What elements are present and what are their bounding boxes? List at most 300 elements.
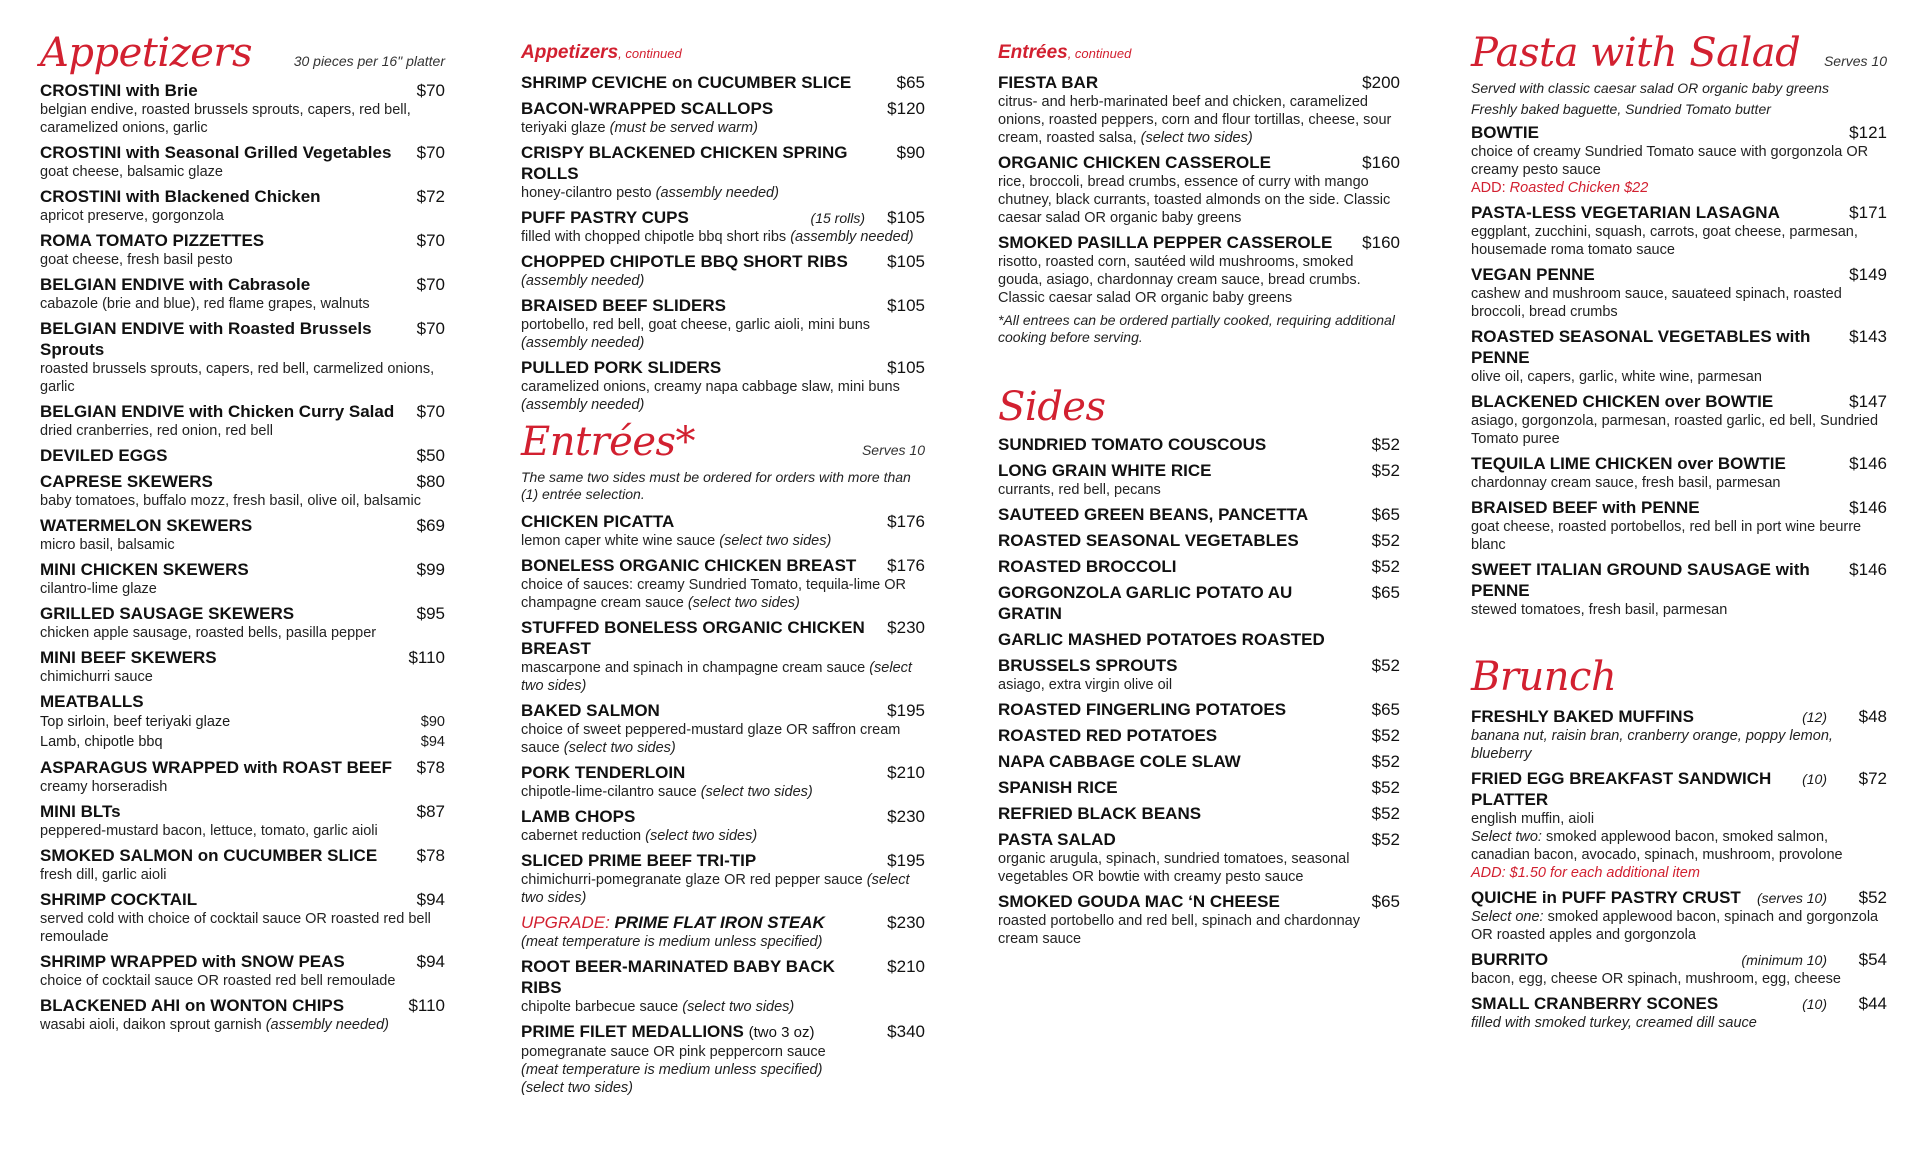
menu-item xyxy=(521,956,925,1016)
menu-item xyxy=(521,98,925,137)
item-price: $70 xyxy=(416,143,445,162)
item-name: NAPA CABBAGE COLE SLAW xyxy=(998,752,1241,771)
column-appetizers xyxy=(0,30,445,1166)
menu-item-row xyxy=(40,845,445,866)
item-name: SHRIMP COCKTAIL xyxy=(40,890,198,909)
menu-item xyxy=(521,357,925,414)
item-note: (select two sides) xyxy=(682,999,795,1015)
item-price: $54 xyxy=(1858,950,1887,969)
item-name: BONELESS ORGANIC CHICKEN BREAST xyxy=(521,556,857,575)
menu-item-row xyxy=(521,555,925,576)
menu-item-row xyxy=(40,142,445,163)
item-name: BLACKENED AHI on WONTON CHIPS xyxy=(40,996,345,1015)
item-price: $52 xyxy=(1371,461,1400,480)
menu-item-row xyxy=(40,80,445,101)
item-description: stewed tomatoes, fresh basil, parmesan xyxy=(1471,602,1728,618)
column-appetizers-entrees xyxy=(485,30,925,1166)
item-name: SHRIMP CEVICHE on CUCUMBER SLICE xyxy=(521,73,852,92)
menu-item-row xyxy=(1471,453,1887,474)
add-text: Roasted Chicken $22 xyxy=(1509,180,1649,196)
item-name: FRESHLY BAKED MUFFINS xyxy=(1471,707,1694,726)
item-name: TEQUILA LIME CHICKEN over BOWTIE xyxy=(1471,454,1786,473)
item-name: MEATBALLS xyxy=(40,692,144,711)
menu-item xyxy=(40,80,445,137)
menu-item-row xyxy=(521,617,925,659)
menu-item xyxy=(40,230,445,269)
item-price: $146 xyxy=(1849,560,1887,579)
item-description: chicken apple sausage, roasted bells, pasilla pepper xyxy=(40,625,377,641)
item-price: $143 xyxy=(1849,327,1887,346)
menu-item xyxy=(1471,887,1887,944)
menu-item xyxy=(1471,768,1887,882)
sides-header xyxy=(998,384,1400,430)
item-description xyxy=(1471,1014,1887,1032)
item-price: $230 xyxy=(887,618,925,637)
item-note: filled with smoked turkey, creamed dill sauce xyxy=(1471,1015,1757,1031)
item-name: CROSTINI with Seasonal Grilled Vegetables xyxy=(40,143,392,162)
menu-item-row xyxy=(998,829,1400,850)
item-price: $65 xyxy=(1371,505,1400,524)
item-description: apricot preserve, gorgonzola xyxy=(40,208,224,224)
item-description: chardonnay cream sauce, fresh basil, parmesan xyxy=(1471,475,1781,491)
appetizers-cont-header xyxy=(521,42,925,64)
item-description: citrus- and herb-marinated beef and chicken, caramelized onions, roasted peppers, corn and flour tortillas, cheese, sour cream, roasted salsa, (select two sides) xyxy=(998,94,1392,146)
item-price: $52 xyxy=(1371,778,1400,797)
item-price: $105 xyxy=(887,296,925,315)
item-price: $70 xyxy=(416,402,445,421)
item-description xyxy=(1471,727,1887,763)
menu-item-row xyxy=(521,956,925,998)
item-description: choice of creamy Sundried Tomato sauce with gorgonzola OR creamy pesto sauce xyxy=(1471,144,1869,178)
item-description xyxy=(521,272,925,290)
item-description: peppered-mustard bacon, lettuce, tomato, garlic aioli xyxy=(40,823,378,839)
menu-item-row xyxy=(998,504,1400,525)
menu-item-row xyxy=(998,152,1400,173)
item-price: $65 xyxy=(1371,892,1400,911)
pasta-note-1: Served with classic caesar salad OR organic baby greens xyxy=(1471,80,1829,96)
item-price: $65 xyxy=(1371,700,1400,719)
item-name: BELGIAN ENDIVE with Chicken Curry Salad xyxy=(40,402,395,421)
item-price: $52 xyxy=(1371,435,1400,454)
item-description: chimichurri sauce xyxy=(40,669,153,685)
item-description: cabernet reduction (select two sides) xyxy=(521,828,758,844)
item-description: chipolte barbecue sauce (select two sides) xyxy=(521,999,795,1015)
menu-item-row xyxy=(998,891,1400,912)
item-quantity: (10) xyxy=(1802,996,1827,1012)
menu-item-row xyxy=(998,434,1400,455)
menu-item xyxy=(40,559,445,598)
item-description: cilantro-lime glaze xyxy=(40,581,157,597)
menu-item xyxy=(998,891,1400,948)
item-price: $78 xyxy=(416,846,445,865)
item-description: roasted brussels sprouts, capers, red bell, carmelized onions, garlic xyxy=(40,361,435,395)
item-name: DEVILED EGGS xyxy=(40,446,168,465)
menu-item xyxy=(40,274,445,313)
menu-item-row xyxy=(998,530,1400,551)
entrees-footnote: *All entrees can be ordered partially cooked, requiring additional cooking before serving. xyxy=(998,312,1395,345)
menu-item-row xyxy=(1471,949,1887,970)
item-name: ROASTED RED POTATOES xyxy=(998,726,1218,745)
menu-item-row xyxy=(40,995,445,1016)
item-price: $52 xyxy=(1371,752,1400,771)
item-note: (select two sides) xyxy=(521,660,912,694)
item-name: SMALL CRANBERRY SCONES xyxy=(1471,994,1719,1013)
menu-item-row xyxy=(1471,706,1887,727)
item-name: VEGAN PENNE xyxy=(1471,265,1595,284)
item-description: rice, broccoli, bread crumbs, essence of curry with mango chutney, black currants, toasted almonds on the side. Classic caesar salad OR organic baby greens xyxy=(998,174,1391,226)
menu-item xyxy=(1471,949,1887,988)
item-note: (assembly needed) xyxy=(655,185,779,201)
item-price: $65 xyxy=(896,73,925,92)
item-price: $90 xyxy=(896,143,925,162)
item-price: $94 xyxy=(416,890,445,909)
meatball-option: Top sirloin, beef teriyaki glaze $90 xyxy=(40,714,445,730)
item-description: goat cheese, fresh basil pesto xyxy=(40,252,233,268)
menu-item-row xyxy=(521,700,925,721)
entrees-cont-header xyxy=(998,42,1400,64)
item-price: $48 xyxy=(1858,707,1887,726)
item-name: BACON-WRAPPED SCALLOPS xyxy=(521,99,774,118)
item-price: $52 xyxy=(1371,656,1400,675)
menu-item xyxy=(40,318,445,396)
item-note: (select two sides) xyxy=(645,828,758,844)
item-name: LONG GRAIN WHITE RICE xyxy=(998,461,1212,480)
item-name: PUFF PASTRY CUPS xyxy=(521,208,689,227)
sides-list xyxy=(998,434,1400,948)
menu-item xyxy=(998,655,1400,694)
item-price: $171 xyxy=(1849,203,1887,222)
item-name: BOWTIE xyxy=(1471,123,1539,142)
menu-item xyxy=(998,152,1400,227)
menu-item-row xyxy=(40,318,445,360)
brunch-list xyxy=(1471,706,1887,1032)
menu-item xyxy=(521,700,925,757)
menu-item xyxy=(998,232,1400,307)
item-name: MINI CHICKEN SKEWERS xyxy=(40,560,249,579)
item-price: $52 xyxy=(1371,557,1400,576)
menu-item-row xyxy=(998,777,1400,798)
item-description: organic arugula, spinach, sundried tomatoes, seasonal vegetables OR bowtie with creamy pesto sauce xyxy=(998,851,1350,885)
menu-item-row xyxy=(40,445,445,466)
entrees-note: The same two sides must be ordered for orders with more than (1) entrée selection. xyxy=(521,469,911,502)
item-note: (select two sides) xyxy=(687,595,800,611)
item-price: $52 xyxy=(1858,888,1887,907)
menu-item xyxy=(1471,497,1887,554)
menu-item-row xyxy=(1471,391,1887,412)
menu-item-row xyxy=(1471,264,1887,285)
menu-item xyxy=(40,186,445,225)
item-name: PASTA SALAD xyxy=(998,830,1116,849)
add-label: ADD: xyxy=(1471,180,1510,196)
item-name: BRUSSELS SPROUTS xyxy=(998,656,1178,675)
menu-item-row xyxy=(521,357,925,378)
menu-item xyxy=(998,751,1400,772)
item-price: $105 xyxy=(887,208,925,227)
item-name: REFRIED BLACK BEANS xyxy=(998,804,1202,823)
item-description: served cold with choice of cocktail sauce OR roasted red bell remoulade xyxy=(40,911,431,945)
item-description: portobello, red bell, goat cheese, garlic aioli, mini buns (assembly needed) xyxy=(521,317,871,351)
item-name: LAMB CHOPS xyxy=(521,807,636,826)
item-note: (select two sides) xyxy=(719,533,832,549)
item-description: choice of sweet peppered-mustard glaze OR saffron cream sauce (select two sides) xyxy=(521,722,901,756)
pasta-title: Pasta with Salad xyxy=(1471,30,1801,76)
entrees-header xyxy=(521,419,925,465)
menu-item-row xyxy=(40,471,445,492)
item-name: SPANISH RICE xyxy=(998,778,1118,797)
menu-item-row xyxy=(998,655,1400,676)
item-name: ASPARAGUS WRAPPED with ROAST BEEF xyxy=(40,758,392,777)
pasta-serves: Serves 10 xyxy=(1823,53,1887,69)
menu-item xyxy=(1471,391,1887,448)
menu-item xyxy=(998,556,1400,577)
menu-item xyxy=(1471,264,1887,321)
menu-item xyxy=(998,629,1400,650)
item-description: filled with chopped chipotle bbq short ribs (assembly needed) xyxy=(521,229,914,245)
item-name: STUFFED BONELESS ORGANIC CHICKEN BREAST xyxy=(521,618,865,658)
item-description: wasabi aioli, daikon sprout garnish (assembly needed) xyxy=(40,1017,390,1033)
menu-item-row xyxy=(521,98,925,119)
menu-item xyxy=(521,251,925,290)
item-description: chipotle-lime-cilantro sauce (select two sides) xyxy=(521,784,813,800)
item-name: CROSTINI with Brie xyxy=(40,81,198,100)
menu-item-row xyxy=(1471,993,1887,1014)
item-description: english muffin, aioli xyxy=(1471,811,1595,827)
menu-item-row xyxy=(521,295,925,316)
item-description: cabazole (brie and blue), red flame grapes, walnuts xyxy=(40,296,370,312)
item-price: $70 xyxy=(416,231,445,250)
item-description: risotto, roasted corn, sautéed wild mushrooms, smoked gouda, asiago, chardonnay cream sauce, bread crumbs. Classic caesar salad OR organic baby greens xyxy=(998,254,1361,306)
item-price: $87 xyxy=(416,802,445,821)
appetizers-header xyxy=(40,30,445,76)
menu-item xyxy=(521,762,925,801)
item-selection: Select two: smoked applewood bacon, smoked salmon, canadian bacon, avocado, spinach, mushroom, provolone xyxy=(1471,829,1843,863)
selection-label: Select two: xyxy=(1471,829,1542,845)
item-price: $65 xyxy=(1371,583,1400,602)
menu-item-row xyxy=(998,582,1400,624)
menu-item xyxy=(40,603,445,642)
menu-item-row xyxy=(1471,887,1887,908)
item-name: SMOKED GOUDA MAC ‘N CHEESE xyxy=(998,892,1280,911)
menu-item xyxy=(998,582,1400,624)
menu-item xyxy=(998,460,1400,499)
menu-item-row xyxy=(521,762,925,783)
item-price: $69 xyxy=(416,516,445,535)
menu-item xyxy=(521,207,925,246)
item-description: mascarpone and spinach in champagne cream sauce (select two sides) xyxy=(521,660,912,694)
menu-item-filet: PRIME FILET MEDALLIONS (two 3 oz) $340 pomegranate sauce OR pink peppercorn sauce (meat temperature is medium unless specified) (select two sides) xyxy=(521,1022,925,1096)
menu-item xyxy=(998,725,1400,746)
item-description: fresh dill, garlic aioli xyxy=(40,867,167,883)
item-name: BELGIAN ENDIVE with Cabrasole xyxy=(40,275,311,294)
menu-item xyxy=(521,72,925,93)
item-name: PULLED PORK SLIDERS xyxy=(521,358,722,377)
menu-item xyxy=(998,530,1400,551)
menu-item xyxy=(1471,993,1887,1032)
item-price: $195 xyxy=(887,701,925,720)
item-price: $160 xyxy=(1362,233,1400,252)
menu-item xyxy=(521,142,925,202)
menu-item xyxy=(521,850,925,907)
item-description: asiago, extra virgin olive oil xyxy=(998,677,1173,693)
menu-item xyxy=(40,142,445,181)
item-name: GARLIC MASHED POTATOES ROASTED xyxy=(998,630,1325,649)
menu-item xyxy=(521,617,925,695)
item-price: $52 xyxy=(1371,830,1400,849)
menu-item-row xyxy=(40,401,445,422)
item-name: ROASTED SEASONAL VEGETABLES xyxy=(998,531,1299,550)
menu-item-row xyxy=(1471,497,1887,518)
menu-item xyxy=(40,845,445,884)
selection-label: Select one: xyxy=(1471,909,1544,925)
menu-item xyxy=(998,803,1400,824)
menu-item-row xyxy=(1471,326,1887,368)
menu-item-row xyxy=(998,460,1400,481)
item-price: $146 xyxy=(1849,498,1887,517)
menu-item-row xyxy=(1471,559,1887,601)
item-name: ROASTED FINGERLING POTATOES xyxy=(998,700,1287,719)
item-price: $146 xyxy=(1849,454,1887,473)
entrees-title: Entrées* xyxy=(521,419,696,465)
item-quantity: (15 rolls) xyxy=(810,210,865,226)
item-note: (select two sides) xyxy=(700,784,813,800)
menu-item-row xyxy=(998,751,1400,772)
item-note: (select two sides) xyxy=(521,872,910,906)
item-name: ORGANIC CHICKEN CASSEROLE xyxy=(998,153,1271,172)
item-note: (assembly needed) xyxy=(265,1017,390,1033)
item-price: $52 xyxy=(1371,726,1400,745)
item-note: banana nut, raisin bran, cranberry orange, poppy lemon, blueberry xyxy=(1471,728,1833,762)
meatball-option: Lamb, chipotle bbq $94 xyxy=(40,734,445,750)
menu-item-row xyxy=(40,757,445,778)
menu-item xyxy=(1471,202,1887,259)
menu-item-row xyxy=(521,72,925,93)
item-price: $70 xyxy=(416,319,445,338)
entrees-serves: Serves 10 xyxy=(861,442,925,458)
item-description: olive oil, capers, garlic, white wine, parmesan xyxy=(1471,369,1762,385)
item-selection: Select one: smoked applewood bacon, spinach and gorgonzola OR roasted apples and gorgonzola xyxy=(1471,909,1879,943)
item-name: BELGIAN ENDIVE with Roasted Brussels Sprouts xyxy=(40,319,372,359)
item-price: $210 xyxy=(887,957,925,976)
menu-item xyxy=(521,806,925,845)
item-name: CROSTINI with Blackened Chicken xyxy=(40,187,321,206)
item-price: $160 xyxy=(1362,153,1400,172)
item-note: (select two sides) xyxy=(1140,130,1253,146)
item-name: SWEET ITALIAN GROUND SAUSAGE with PENNE xyxy=(1471,560,1810,600)
item-description: goat cheese, roasted portobellos, red bell in port wine beurre blanc xyxy=(1471,519,1862,553)
item-description: belgian endive, roasted brussels sprouts, capers, red bell, caramelized onions, garlic xyxy=(40,102,411,136)
menu-item xyxy=(40,757,445,796)
item-name: WATERMELON SKEWERS xyxy=(40,516,253,535)
item-price: $120 xyxy=(887,99,925,118)
item-name: PASTA-LESS VEGETARIAN LASAGNA xyxy=(1471,203,1780,222)
item-description: bacon, egg, cheese OR spinach, mushroom, egg, cheese xyxy=(1471,971,1841,987)
item-description: honey-cilantro pesto (assembly needed) xyxy=(521,185,779,201)
menu-item xyxy=(40,471,445,510)
menu-item-row xyxy=(40,801,445,822)
item-name: CHOPPED CHIPOTLE BBQ SHORT RIBS xyxy=(521,252,848,271)
item-note: (must be served warm) xyxy=(609,120,758,136)
item-quantity: (12) xyxy=(1802,709,1827,725)
item-name: CRISPY BLACKENED CHICKEN SPRING ROLLS xyxy=(521,143,848,183)
menu-item xyxy=(40,801,445,840)
menu-item-upgrade: UPGRADE: PRIME FLAT IRON STEAK $230 (meat temperature is medium unless specified) xyxy=(521,913,925,950)
menu-item-row xyxy=(1471,122,1887,143)
item-description: lemon caper white wine sauce (select two sides) xyxy=(521,533,832,549)
appetizers-cont-title: Appetizers, continued xyxy=(521,42,682,63)
item-name: BAKED SALMON xyxy=(521,701,660,720)
appetizers-title: Appetizers xyxy=(40,30,253,76)
item-description: teriyaki glaze (must be served warm) xyxy=(521,120,758,136)
pasta-header xyxy=(1471,30,1887,76)
menu-item xyxy=(1471,453,1887,492)
menu-item xyxy=(40,647,445,686)
item-description: dried cranberries, red onion, red bell xyxy=(40,423,273,439)
item-name: ROASTED SEASONAL VEGETABLES with PENNE xyxy=(1471,327,1811,367)
menu-item-row xyxy=(40,559,445,580)
item-name: BLACKENED CHICKEN over BOWTIE xyxy=(1471,392,1774,411)
menu-item xyxy=(1471,706,1887,763)
appetizers-list xyxy=(40,80,445,686)
menu-item xyxy=(1471,559,1887,619)
item-name: BURRITO xyxy=(1471,950,1549,969)
item-price: $176 xyxy=(887,556,925,575)
item-name: QUICHE in PUFF PASTRY CRUST xyxy=(1471,888,1741,907)
item-description: choice of sauces: creamy Sundried Tomato, tequila-lime OR champagne cream sauce (select two sides) xyxy=(521,577,906,611)
menu-item xyxy=(998,72,1400,147)
menu-item-row xyxy=(40,186,445,207)
item-price: $195 xyxy=(887,851,925,870)
item-note: (assembly needed) xyxy=(521,273,645,289)
item-name: BRAISED BEEF with PENNE xyxy=(1471,498,1700,517)
menu-item-row xyxy=(998,699,1400,720)
menu-item-row xyxy=(521,207,925,228)
menu-item-row xyxy=(998,803,1400,824)
menu-item xyxy=(40,445,445,466)
item-note: (assembly needed) xyxy=(521,397,645,413)
menu-item-row xyxy=(40,274,445,295)
item-price: $78 xyxy=(416,758,445,777)
menu-item-row xyxy=(1471,202,1887,223)
item-description: roasted portobello and red bell, spinach and chardonnay cream sauce xyxy=(998,913,1360,947)
menu-item xyxy=(998,829,1400,886)
menu-item-row xyxy=(521,806,925,827)
menu-item xyxy=(521,555,925,612)
item-price: $110 xyxy=(408,996,445,1015)
appetizers-list-continued xyxy=(40,757,445,1034)
item-name: SUNDRIED TOMATO COUSCOUS xyxy=(998,435,1267,454)
item-price: $230 xyxy=(887,807,925,826)
item-name: GRILLED SAUSAGE SKEWERS xyxy=(40,604,295,623)
item-note: (assembly needed) xyxy=(790,229,914,245)
item-price: $105 xyxy=(887,358,925,377)
item-name: MINI BLTs xyxy=(40,802,121,821)
menu-item-row xyxy=(998,556,1400,577)
menu-item xyxy=(998,777,1400,798)
menu-item-row xyxy=(521,251,925,272)
appetizers-cont-list xyxy=(521,72,925,414)
item-description: micro basil, balsamic xyxy=(40,537,175,553)
pasta-note-2: Freshly baked baguette, Sundried Tomato butter xyxy=(1471,101,1771,117)
item-quantity: (serves 10) xyxy=(1756,890,1827,906)
item-description: choice of cocktail sauce OR roasted red bell remoulade xyxy=(40,973,396,989)
item-name: CHICKEN PICATTA xyxy=(521,512,675,531)
menu-item-row xyxy=(998,629,1400,650)
menu-item-meatballs xyxy=(40,691,445,752)
item-name: MINI BEEF SKEWERS xyxy=(40,648,217,667)
menu-item xyxy=(40,995,445,1034)
item-note: (select two sides) xyxy=(563,740,676,756)
item-description: asiago, gorgonzola, parmesan, roasted garlic, ed bell, Sundried Tomato puree xyxy=(1471,413,1879,447)
